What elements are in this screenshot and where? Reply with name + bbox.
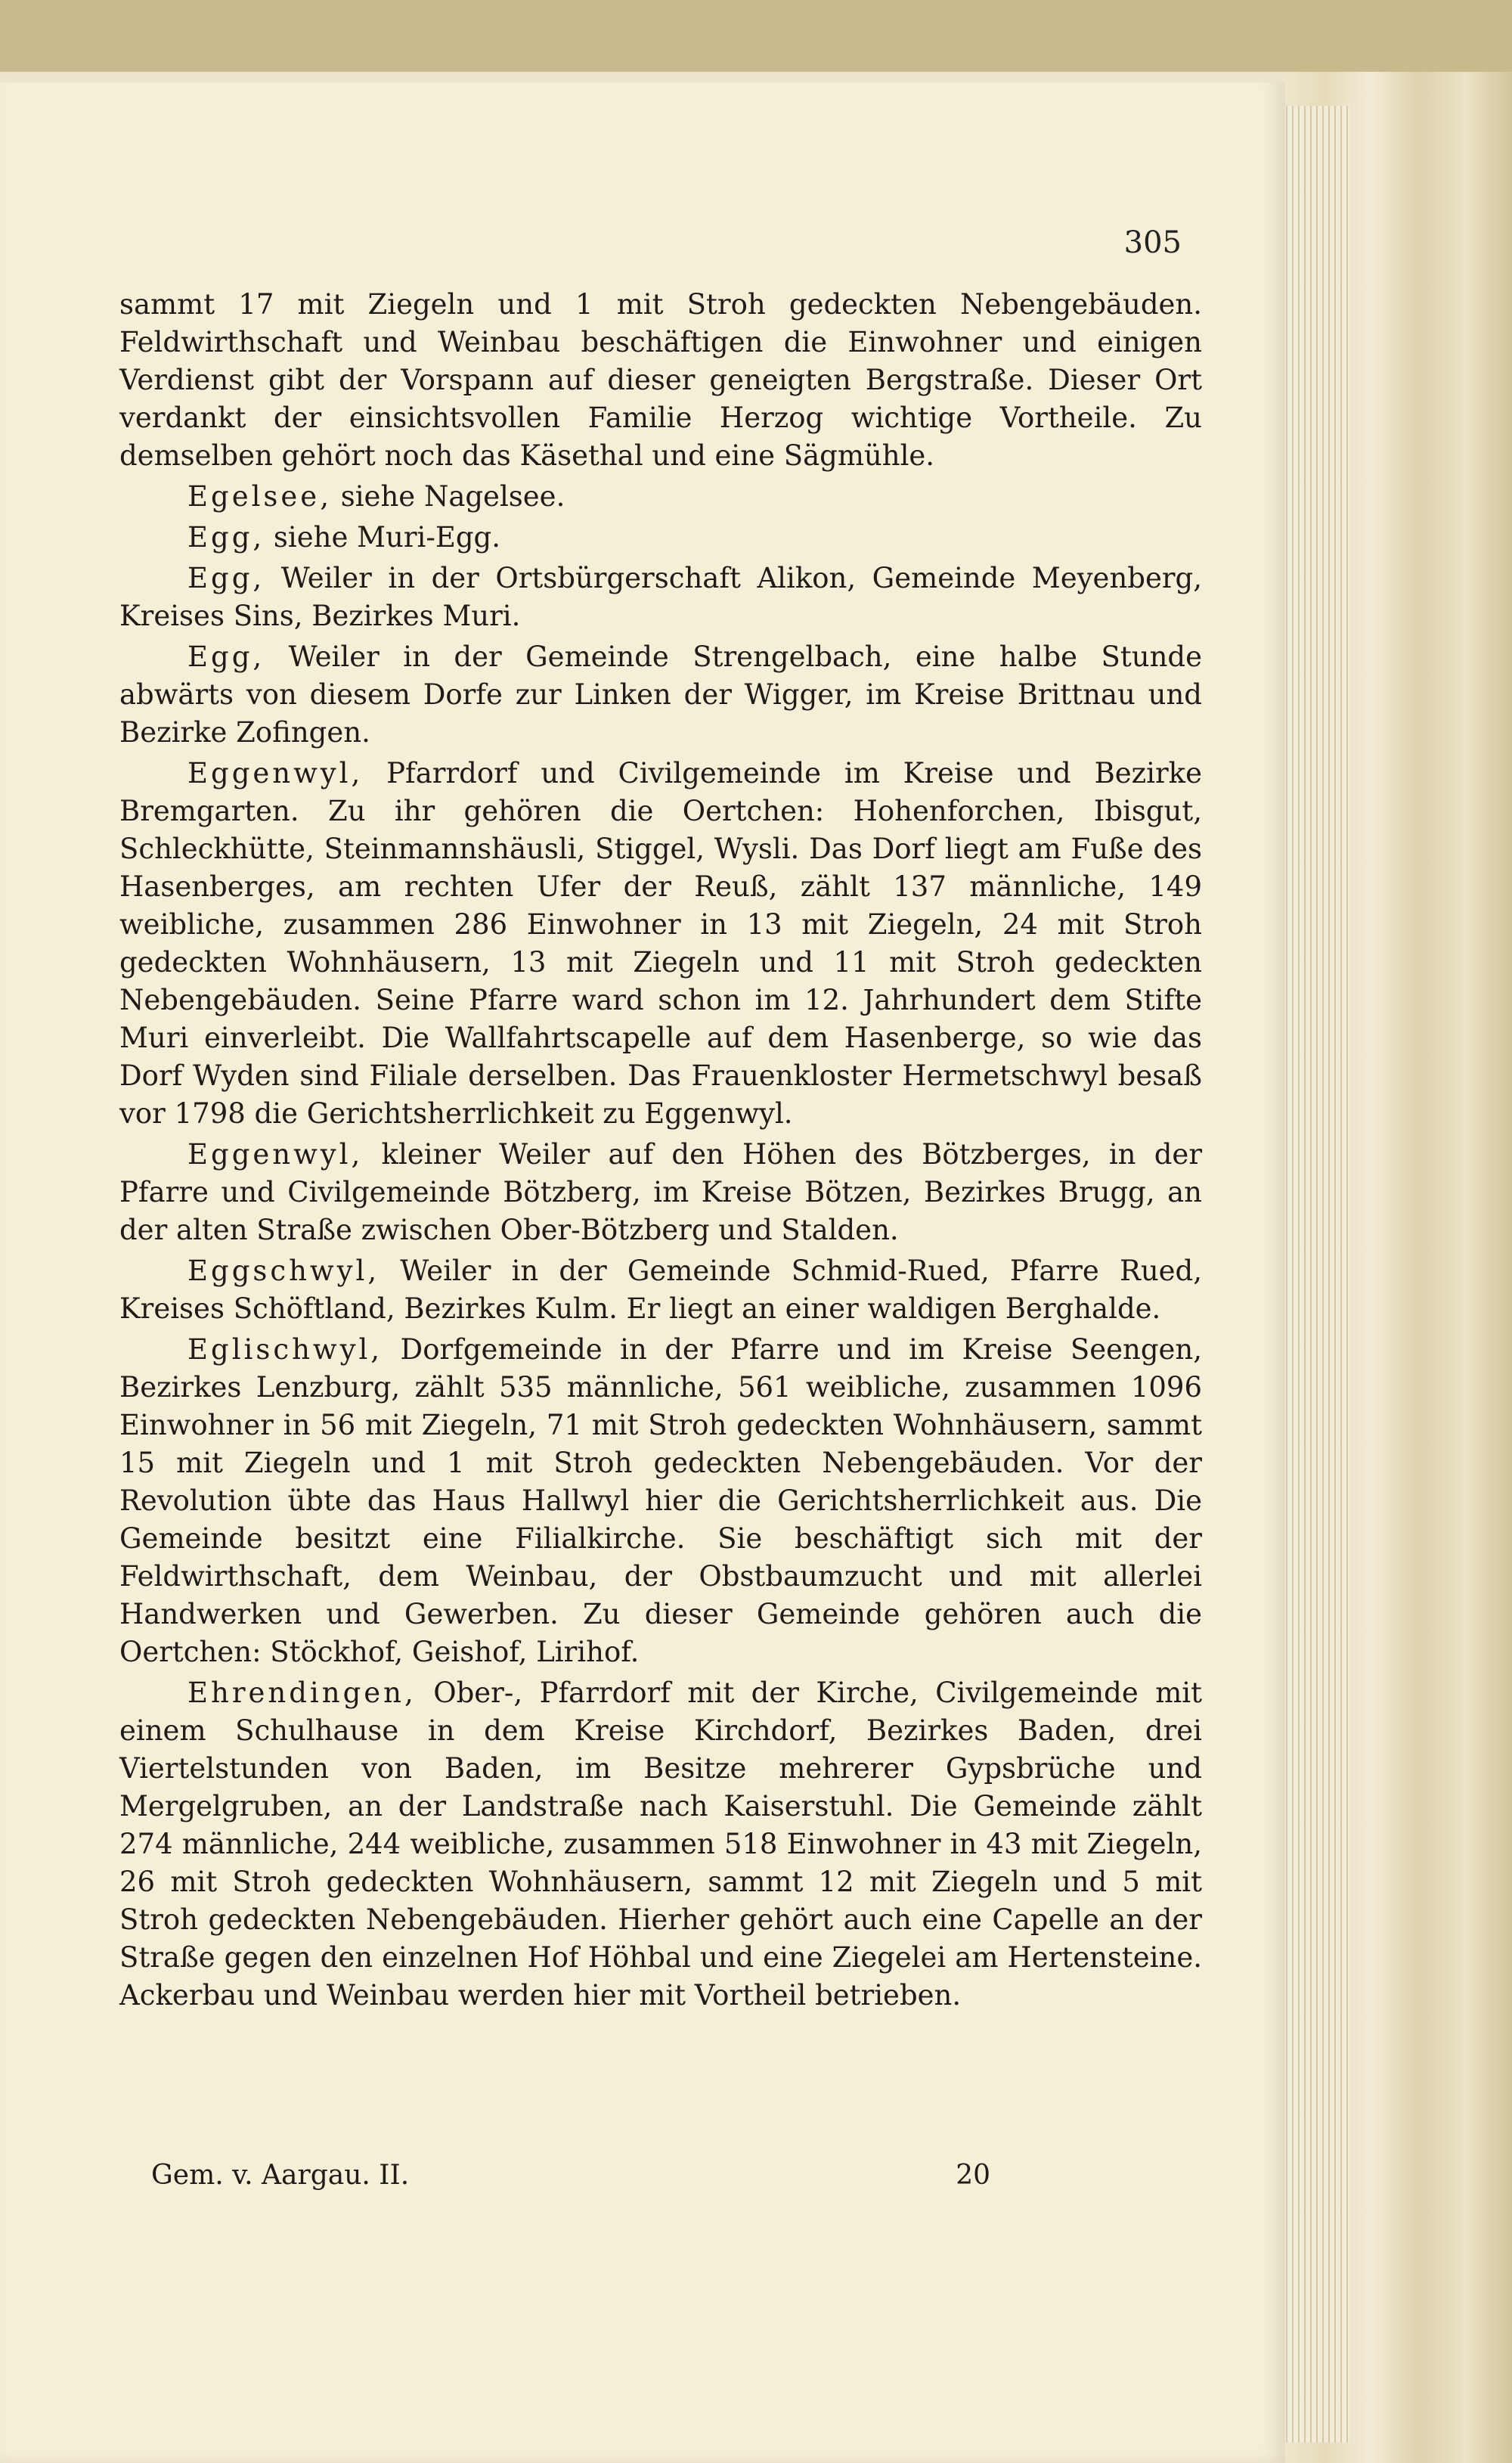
entry-text: Weiler in der Ortsbürgerschaft Alikon, Gemeinde Meyenberg, Kreises Sins, Bezirkes Muri.: [119, 562, 1202, 632]
entry-head: Egg,: [187, 521, 265, 554]
entry-head: Egg,: [187, 562, 265, 594]
entry-head: Ehrendingen,: [187, 1677, 417, 1709]
entry-text: sammt 17 mit Ziegeln und 1 mit Stroh gedeckten Nebengebäuden. Feldwirthschaft und Weinbau beschäftigen die Einwohner und einigen Verdienst gibt der Vorspann auf dieser geneigten Bergstraße. Dieser Ort verdankt der einsichtsvollen Familie Herzog wichtige Vortheile. Zu demselben gehört noch das Käsethal und eine Sägmühle.: [119, 288, 1202, 472]
stacked-page-edges: [1281, 106, 1349, 2443]
entry-head: Eggenwyl,: [187, 1138, 364, 1171]
page-number: 305: [1123, 225, 1182, 260]
entry-head: Eggenwyl,: [187, 757, 364, 789]
paragraph: [119, 1674, 1202, 2015]
paragraph: [119, 478, 1202, 516]
entry-text: Weiler in der Gemeinde Strengelbach, eine halbe Stunde abwärts von diesem Dorfe zur Linken der Wigger, im Kreise Brittnau und Bezirke Zofingen.: [119, 641, 1203, 749]
entry-head: Egelsee,: [187, 480, 332, 513]
entry-text: Dorfgemeinde in der Pfarre und im Kreise Seengen, Bezirkes Lenzburg, zählt 535 männliche, 561 weibliche, zusammen 1096 Einwohner in 56 mit Ziegeln, 71 mit Stroh gedeckten Wohnhäusern, sammt 15 mit Ziegeln und 1 mit Stroh gedeckten Nebengebäuden. Vor der Revolution übte das Haus Hallwyl hier die Gerichtsherrlichkeit aus. Die Gemeinde besitzt eine Filialkirche. Sie beschäftigt sich mit der Feldwirthschaft, dem Weinbau, der Obstbaumzucht und mit allerlei Handwerken und Gewerben. Zu dieser Gemeinde gehören auch die Oertchen: Stöckhof, Geishof, Lirihof.: [119, 1333, 1202, 1668]
page-top-edge: [0, 72, 1285, 82]
paragraph: [119, 560, 1202, 635]
entry-head: Eggschwyl,: [187, 1255, 380, 1287]
paragraph: [119, 755, 1202, 1133]
entry-text: Weiler in der Gemeinde Schmid-Rued, Pfarre Rued, Kreises Schöftland, Bezirkes Kulm. Er liegt an einer waldigen Berghalde.: [119, 1255, 1202, 1325]
paragraph: [119, 519, 1202, 557]
page-body: [119, 286, 1202, 2015]
paragraph: [119, 286, 1202, 475]
entry-head: Eglischwyl,: [187, 1333, 383, 1366]
entry-text: siehe Muri-Egg.: [273, 521, 500, 554]
paragraph: [119, 1252, 1202, 1328]
paragraph: [119, 1331, 1202, 1671]
entry-text: kleiner Weiler auf den Höhen des Bötzberges, in der Pfarre und Civilgemeinde Bötzberg, im Kreise Bötzen, Bezirkes Brugg, an der alten Straße zwischen Ober-Bötzberg und Stalden.: [119, 1138, 1203, 1246]
entry-text: siehe Nagelsee.: [340, 480, 565, 513]
entry-text: Ober-, Pfarrdorf mit der Kirche, Civilgemeinde mit einem Schulhause in dem Kreise Kirchdorf, Bezirkes Baden, drei Viertelstunden von Baden, im Besitze mehrerer Gypsbrüche und Mergelgruben, an der Landstraße nach Kaiserstuhl. Die Gemeinde zählt 274 männliche, 244 weibliche, zusammen 518 Einwohner in 43 mit Ziegeln, 26 mit Stroh gedeckten Wohnhäusern, sammt 12 mit Ziegeln und 5 mit Stroh gedeckten Nebengebäuden. Hierher gehört auch eine Capelle an der Straße gegen den einzelnen Hof Höhbal und eine Ziegelei am Hertensteine. Ackerbau und Weinbau werden hier mit Vortheil betrieben.: [119, 1677, 1202, 2012]
footer-signature: Gem. v. Aargau. II.: [151, 2160, 410, 2191]
paragraph: [119, 638, 1202, 752]
footer-sheet-number: 20: [956, 2160, 990, 2191]
entry-text: Pfarrdorf und Civilgemeinde im Kreise und Bezirke Bremgarten. Zu ihr gehören die Oertchen: Hohenforchen, Ibisgut, Schleckhütte, Steinmannshäusli, Stiggel, Wysli. Das Dorf liegt am Fuße des Hasenberges, am rechten Ufer der Reuß, zählt 137 männliche, 149 weibliche, zusammen 286 Einwohner in 13 mit Ziegeln, 24 mit Stroh gedeckten Wohnhäusern, 13 mit Ziegeln und 11 mit Stroh gedeckten Nebengebäuden. Seine Pfarre ward schon im 12. Jahrhundert dem Stifte Muri einverleibt. Die Wallfahrtscapelle auf dem Hasenberge, so wie das Dorf Wyden sind Filiale derselben. Das Frauenkloster Hermetschwyl besaß vor 1798 die Gerichtsherrlichkeit zu Eggenwyl.: [119, 757, 1203, 1130]
paragraph: [119, 1136, 1202, 1249]
entry-head: Egg,: [187, 641, 265, 673]
